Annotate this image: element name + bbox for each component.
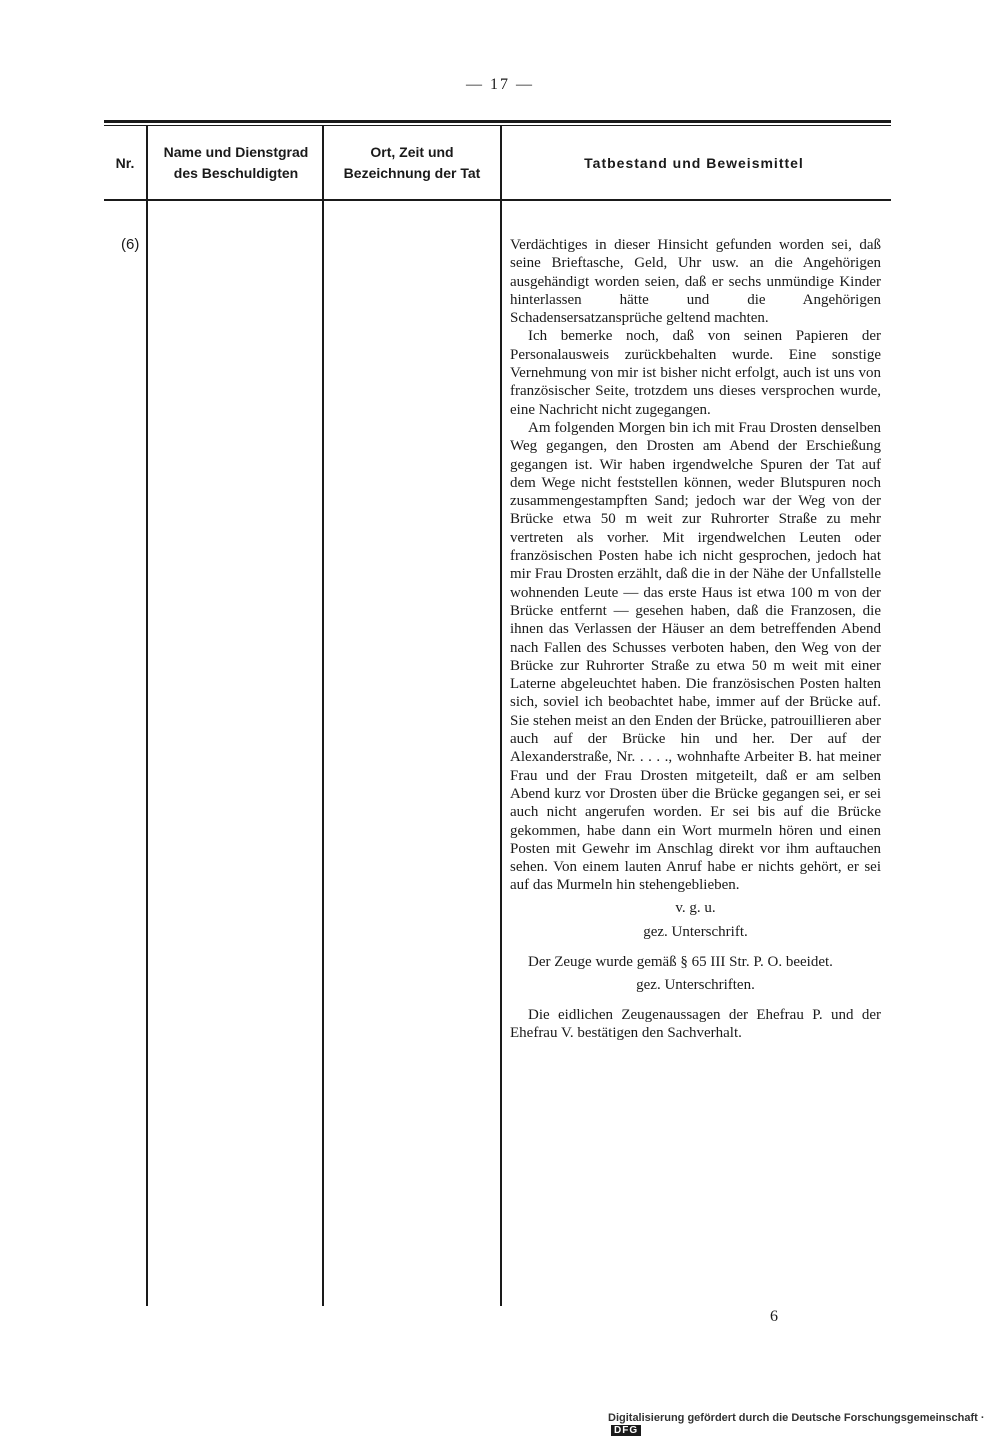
column-header-nr: Nr.: [115, 154, 135, 171]
paragraph-1: Verdächtiges in dieser Hinsicht gefunden worden sei, daß seine Brieftasche, Geld, Uhr usw. an die Angehörigen ausgehändigt worden seien, daß er sechs unmündige Kinder hinterlassen hätte und die Angehörigen Schadensersatzansprüche geltend machten.: [510, 237, 881, 327]
column-header-tatbestand: Tatbestand und Beweismittel: [584, 154, 804, 171]
table-top-rule-thin: [104, 125, 891, 126]
signature-line-1: gez. Unterschrift.: [643, 923, 748, 940]
page-number: — 17 —: [466, 76, 534, 93]
table-top-rule: [104, 120, 891, 123]
paragraph-2: Ich bemerke noch, daß von seinen Papieren der Personalausweis zurückbehalten wurde. Eine sonstige Vernehmung von mir ist bisher nicht erfolgt, auch ist uns von französischer Seite, trotzdem uns dieses versprochen wurde, eine Nachricht nicht zugegangen.: [510, 328, 881, 418]
column-header-name: Name und Dienstgrad des Beschuldigten: [163, 144, 309, 181]
column-divider-3: [500, 126, 502, 1306]
column-divider-2: [322, 126, 324, 1306]
closing-statement: Die eidlichen Zeugenaussagen der Ehefrau P. und der Ehefrau V. bestätigen den Sachverhalt.: [510, 1006, 881, 1042]
row-number: (6): [121, 236, 140, 253]
column-divider-1: [146, 126, 148, 1306]
oath-statement: Der Zeuge wurde gemäß § 65 III Str. P. O. beeidet.: [528, 954, 833, 971]
dfg-logo: DFG: [611, 1425, 641, 1436]
sheet-number: 6: [770, 1308, 778, 1325]
paragraph-3: Am folgenden Morgen bin ich mit Frau Drosten denselben Weg gegangen, den Drosten am Abend der Erschießung gegangen ist. Wir haben irgendwelche Spuren der Tat auf dem Wege nicht feststellen können, weder Blutspuren noch zusammengestampften Sand; jedoch war der Weg von der Brücke etwa 50 m weit zur Ruhrorter Straße zu mehr vertreten als vorher. Mit irgendwelchen Leuten oder französischen Posten habe ich nicht gesprochen, jedoch hat mir Frau Drosten erzählt, daß die in der Nähe der Unfallstelle wohnenden Leute — das erste Haus ist etwa 100 m von der Brücke entfernt — gesehen haben, daß die Franzosen, die ihnen das Verlassen der Häuser an dem betreffenden Abend nach Fallen des Schusses verboten haben, den Weg von der Brücke zur Ruhrorter Straße zu etwa 50 m weit mit einer Laterne abgeleuchtet haben. Die französischen Posten halten sich, soviel ich beobachtet habe, immer auf der Brücke auf. Sie stehen meist an den Enden der Brücke, patrouillieren aber auch auf der Brücke hin und her. Der auf der Alexanderstraße, Nr. . . . ., wohnhafte Arbeiter B. hat meiner Frau und der Frau Drosten mitgeteilt, daß er am selben Abend kurz vor Drosten über die Brücke gegangen sei, er sei auch nicht angerufen worden. Er sei bis auf die Brücke gekommen, habe dann ein Wort murmeln hören und einen Posten mit Gewehr im Anschlag direkt vor ihm auftauchen sehen. Von einem lauten Anruf habe er nichts gehört, er sei auf das Murmeln hin stehengeblieben.: [510, 419, 881, 894]
header-bottom-rule: [104, 199, 891, 201]
tatbestand-text: [510, 236, 881, 1042]
footer-text: Digitalisierung gefördert durch die Deutsche Forschungsgemeinschaft ·: [608, 1412, 985, 1424]
column-header-ort: Ort, Zeit und Bezeichnung der Tat: [343, 144, 481, 181]
signature-line-2: gez. Unterschriften.: [636, 976, 755, 993]
footer-credit: [608, 1412, 1000, 1436]
vgu-note: v. g. u.: [675, 899, 716, 916]
